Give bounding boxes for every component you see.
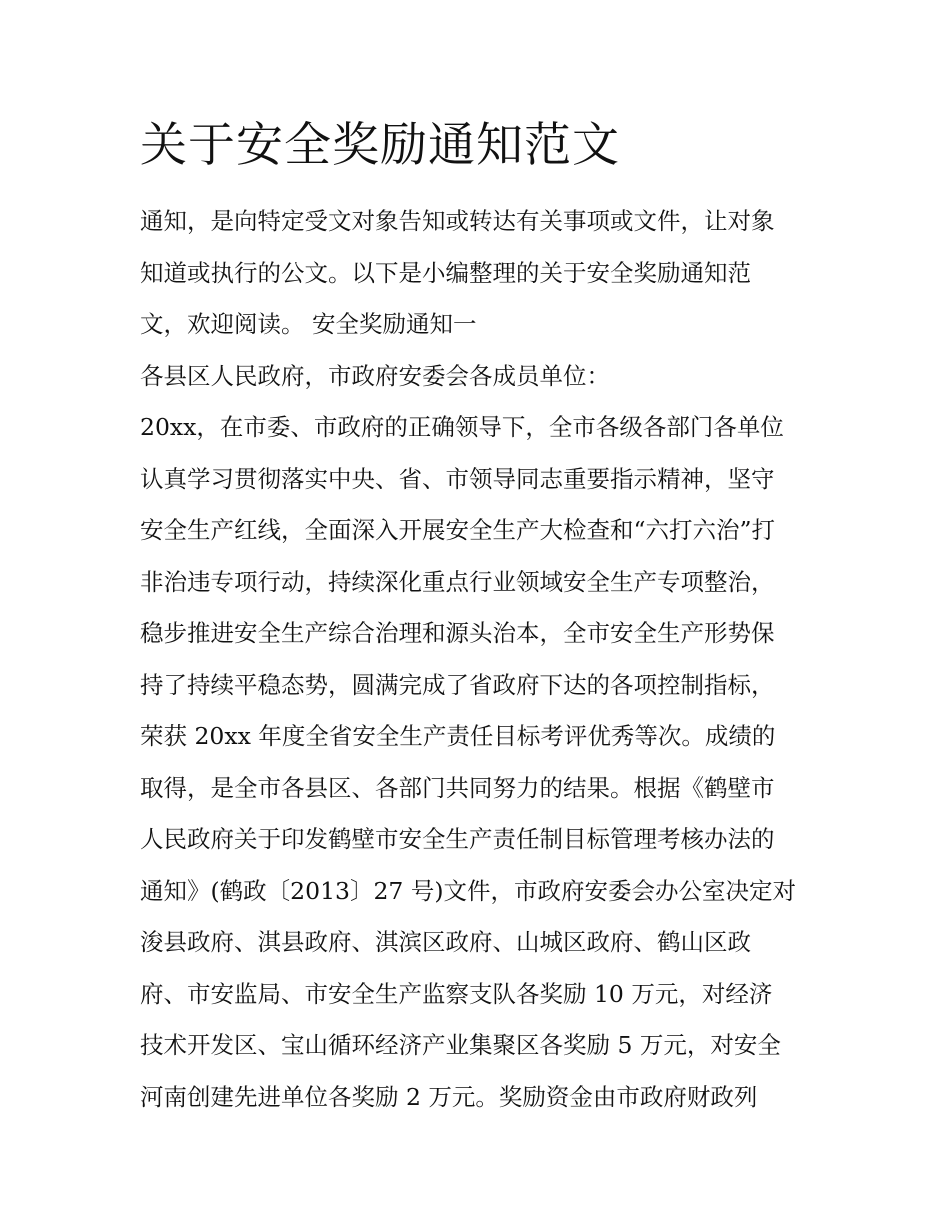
document-title: 关于安全奖励通知范文 [140, 118, 620, 173]
body-line: 技术开发区、宝山循环经济产业集聚区各奖励 5 万元，对安全 [140, 1031, 781, 1059]
intro-line: 文，欢迎阅读。 安全奖励通知一 [140, 310, 477, 338]
body-line: 安全生产红线，全面深入开展安全生产大检查和“六打六治”打 [140, 516, 776, 544]
body-line: 府、市安监局、市安全生产监察支队各奖励 10 万元，对经济 [140, 979, 773, 1008]
body-line: 荣获 20xx 年度全省安全生产责任目标考评优秀等次。成绩的 [140, 722, 776, 750]
body-line: 浚县政府、淇县政府、淇滨区政府、山城区政府、鹤山区政 [140, 928, 751, 956]
salutation: 各县区人民政府，市政府安委会各成员单位： [140, 361, 610, 390]
body-line: 稳步推进安全生产综合治理和源头治本，全市安全生产形势保 [140, 619, 775, 647]
body-line: 认真学习贯彻落实中央、省、市领导同志重要指示精神，坚守 [140, 464, 775, 493]
body-line: 人民政府关于印发鹤壁市安全生产责任制目标管理考核办法的 [140, 825, 775, 853]
body-line: 20xx，在市委、市政府的正确领导下，全市各级各部门各单位 [140, 413, 784, 441]
intro-line: 通知，是向特定受文对象告知或转达有关事项或文件，让对象 [140, 207, 775, 235]
body-line: 取得，是全市各县区、各部门共同努力的结果。根据《鹤壁市 [140, 773, 775, 802]
body-line: 通知》(鹤政〔2013〕27 号)文件，市政府安委会办公室决定对 [140, 876, 797, 905]
document-body [140, 196, 820, 1123]
intro-line: 知道或执行的公文。以下是小编整理的关于安全奖励通知范 [140, 258, 751, 287]
body-line: 非治违专项行动，持续深化重点行业领域安全生产专项整治， [140, 567, 775, 596]
body-line: 河南创建先进单位各奖励 2 万元。奖励资金由市政府财政列 [140, 1082, 758, 1111]
body-line: 持了持续平稳态势，圆满完成了省政府下达的各项控制指标， [140, 670, 775, 699]
